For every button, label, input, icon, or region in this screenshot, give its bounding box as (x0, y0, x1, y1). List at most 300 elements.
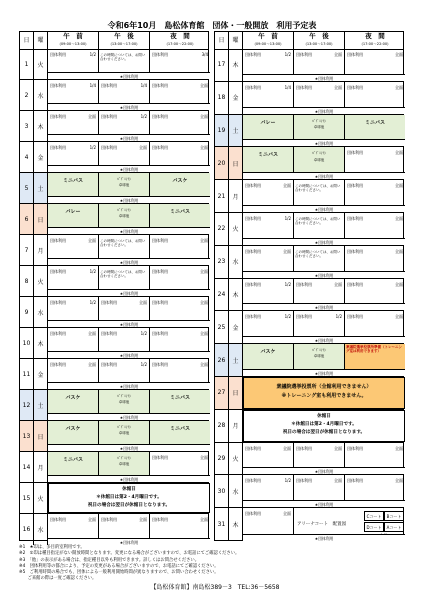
cell-takkyu: 卓球他 (118, 400, 130, 405)
star-icon: ★ (314, 469, 319, 475)
cell-fraction: 1/2 (284, 281, 291, 287)
election-line2: ※トレーニング室も利用できません。 (281, 393, 367, 399)
star-icon: ★ (119, 415, 124, 420)
table-row (215, 82, 403, 115)
day-number: 12 (20, 390, 34, 420)
strip-label: 団体利用 (318, 206, 334, 212)
cell-group-use: 団体利用 (152, 331, 168, 336)
cell-fraction: 全面 (395, 52, 403, 57)
multipurpose-strip (243, 271, 405, 278)
header-morning-time: (09:00～13:00) (59, 42, 87, 46)
cell-group-use: 団体利用 (245, 511, 261, 517)
cell-fraction: 全面 (334, 52, 342, 57)
cell-fraction: 1/4 (89, 83, 96, 88)
header-morning-label: 午 前 (258, 32, 278, 40)
day-number: 29 (215, 443, 229, 475)
cell-group-use: 団体利用 (347, 52, 363, 57)
cell-fraction: 全面 (395, 150, 403, 156)
day-number: 26 (215, 344, 229, 376)
star-icon: ★ (119, 291, 124, 296)
cell-fraction: 1/2 (284, 478, 291, 484)
strip-label: 団体利用 (318, 370, 334, 376)
cell-fraction: 全面 (139, 145, 147, 150)
cell-fraction: 1/2 (284, 52, 291, 57)
table-row (20, 235, 208, 266)
cell-fraction: 全面 (88, 114, 96, 119)
header-weekday-label: 曜 (232, 37, 239, 44)
cell-group-use: 団体利用 (347, 248, 363, 254)
cell-takkyu: 卓球他 (118, 214, 130, 219)
header-night-label: 夜 間 (170, 32, 190, 40)
cell-group-use: 団体利用 (245, 216, 261, 221)
day-number: 19 (215, 115, 229, 147)
note-line: ※4 団体利用等の都合により、予定の変更がある場合がございますので、お電話にてご確認ください。 (19, 563, 219, 569)
day-number: 1 (20, 49, 34, 79)
strip-label: 団体利用 (123, 136, 139, 141)
cell-fraction: 全面 (200, 269, 208, 274)
weekday: 金 (229, 311, 243, 343)
cell-group-use: 団体利用 (245, 52, 261, 57)
table-row (215, 213, 403, 246)
cell-fraction: 1/2 (89, 145, 96, 150)
weekday: 木 (229, 49, 243, 81)
cell-inquire-note: この時間については、お問い合わせください。 (295, 184, 341, 193)
multipurpose-strip (48, 351, 210, 358)
weekday: 土 (34, 390, 48, 420)
schedule-table-left (19, 31, 209, 545)
strip-label: 団体利用 (318, 141, 334, 147)
cell-group-use: 団体利用 (152, 362, 168, 367)
cell-group-use: 団体利用 (347, 314, 363, 320)
cell-group-use: 団体利用 (50, 331, 66, 336)
cell-group-use: 団体利用 (50, 269, 66, 274)
strip-label: 団体利用 (123, 260, 139, 265)
multipurpose-strip (243, 303, 405, 310)
weekday: 木 (229, 508, 243, 541)
cell-fraction: 全面 (139, 300, 147, 305)
closed-day-notice (243, 410, 405, 442)
weekday: 火 (34, 483, 48, 513)
table-row (20, 514, 208, 545)
cell-badminton: ﾊﾞﾄﾞﾐﾝﾄﾝ (117, 425, 131, 429)
star-icon: ★ (314, 206, 319, 212)
cell-group-use: 団体利用 (101, 145, 117, 150)
weekday: 火 (229, 213, 243, 245)
cell-inquire-note: この時間については、お問い合わせください。 (295, 217, 341, 226)
cell-group-use: 団体利用 (152, 455, 168, 460)
strip-label: 団体利用 (123, 291, 139, 296)
day-number: 5 (20, 173, 34, 203)
cell-fraction: 全面 (88, 238, 96, 243)
weekday: 日 (34, 421, 48, 451)
day-number: 2 (20, 80, 34, 110)
cell-fraction: 全面 (334, 445, 342, 451)
multipurpose-strip (48, 289, 210, 296)
cell-group-use: 団体利用 (296, 52, 312, 57)
table-row (215, 344, 403, 377)
cell-fraction: 全面 (395, 216, 403, 221)
day-number: 21 (215, 180, 229, 212)
strip-label: 団体利用 (318, 108, 334, 114)
day-number: 13 (20, 421, 34, 451)
cell-fraction: 全面 (395, 445, 403, 451)
cell-takkyu: 卓球他 (313, 124, 325, 129)
cell-sport-minibasu: ミニバス (364, 119, 385, 126)
table-row (20, 111, 208, 142)
cell-fraction: 全面 (283, 511, 291, 517)
cell-sport-minibasu: ミニバス (169, 426, 190, 432)
star-icon: ★ (119, 322, 124, 327)
cell-fraction: 全面 (334, 478, 342, 484)
table-row (20, 142, 208, 173)
election-line1: 衆議院選挙投票所（全館利用できません） (276, 384, 372, 390)
day-number: 11 (20, 359, 34, 389)
cell-group-use: 団体利用 (152, 145, 168, 150)
header-night (345, 32, 405, 49)
cell-fraction: 全面 (395, 183, 403, 189)
cell-group-use: 団体利用 (245, 478, 261, 484)
strip-label: 団体利用 (123, 105, 139, 110)
cell-group-use: 団体利用 (245, 281, 261, 287)
cell-fraction: 全面 (334, 84, 342, 90)
header-day-label: 日 (23, 37, 30, 44)
cell-group-use: 団体利用 (50, 362, 66, 367)
cell-group-use: 団体利用 (152, 114, 168, 119)
cell-group-use: 団体利用 (50, 238, 66, 243)
star-icon: ★ (314, 338, 319, 344)
cell-fraction: 全面 (200, 238, 208, 243)
cell-fraction: 全面 (88, 331, 96, 336)
multipurpose-strip (48, 103, 210, 110)
star-icon: ★ (314, 108, 319, 114)
cell-sport-minibasu: ミニバス (257, 152, 278, 159)
weekday: 金 (34, 359, 48, 389)
header-weekday-label: 曜 (37, 37, 44, 44)
day-number: 8 (20, 266, 34, 296)
weekday: 木 (34, 328, 48, 358)
multipurpose-strip (243, 238, 405, 245)
header-morning (48, 32, 99, 49)
star-icon: ★ (119, 167, 124, 172)
table-row (20, 49, 208, 80)
cell-fraction: 全面 (200, 455, 208, 460)
star-icon: ★ (119, 384, 124, 389)
cell-group-use: 団体利用 (152, 269, 168, 274)
strip-label: 団体利用 (318, 502, 334, 508)
weekday: 月 (229, 180, 243, 212)
page-title: 令和6年10月 島松体育館 団体・一般開放 利用予定表 (107, 21, 317, 30)
star-icon: ★ (314, 141, 319, 147)
header-afternoon (99, 32, 150, 49)
strip-label: 団体利用 (123, 384, 139, 389)
cell-group-use: 団体利用 (152, 83, 168, 88)
day-number: 15 (20, 483, 34, 513)
header-day (215, 32, 229, 49)
cell-sport-volley: バレー (65, 209, 81, 215)
multipurpose-strip (243, 336, 405, 343)
cell-fraction: 1/2 (89, 52, 96, 57)
header-afternoon-label: 午 後 (309, 32, 329, 40)
cell-sport-volley: バレー (260, 119, 276, 126)
table-row (20, 483, 208, 514)
cell-group-use: 団体利用 (296, 281, 312, 287)
cell-group-use: 団体利用 (347, 84, 363, 90)
star-icon: ★ (314, 502, 319, 508)
arena-label: アリーナコート 配置図 (297, 522, 347, 528)
cell-fraction: 全面 (283, 248, 291, 254)
day-number: 6 (20, 204, 34, 234)
star-icon: ★ (119, 446, 124, 451)
star-icon: ★ (119, 136, 124, 141)
cell-fraction: 1/2 (140, 362, 147, 367)
multipurpose-strip (48, 475, 210, 482)
strip-label: 団体利用 (318, 174, 334, 180)
table-header (20, 32, 208, 50)
cell-group-use: 団体利用 (347, 478, 363, 484)
multipurpose-strip (243, 107, 405, 114)
cell-group-use: 団体利用 (152, 517, 168, 522)
table-header (215, 32, 403, 50)
cell-fraction: 全面 (395, 478, 403, 484)
note-line: ※5 ご利用時間の場合でも、団体による一般利用開始時間が異なりますので、お問い合わせください。 (19, 570, 219, 576)
strip-label: 団体利用 (318, 338, 334, 344)
cell-group-use: 団体利用 (296, 314, 312, 320)
multipurpose-strip (243, 467, 405, 474)
election-prep-note: 衆議院選挙投票所準備（トレーニング室は利用できます） (346, 345, 402, 354)
cell-fraction: 全面 (200, 362, 208, 367)
cell-group-use: 団体利用 (152, 238, 168, 243)
cell-takkyu: 卓球他 (118, 462, 130, 467)
header-afternoon-label: 午 後 (114, 32, 134, 40)
weekday: 日 (229, 377, 243, 409)
strip-label: 団体利用 (123, 477, 139, 482)
weekday: 月 (34, 452, 48, 482)
weekday: 土 (34, 173, 48, 203)
header-day-label: 日 (218, 37, 225, 44)
cell-sport-basuke: バスケ (172, 178, 188, 184)
cell-fraction: 全面 (283, 445, 291, 451)
cell-group-use: 団体利用 (50, 300, 66, 305)
table-row (215, 475, 403, 508)
multipurpose-strip (48, 382, 210, 389)
cell-fraction: 1/4 (284, 84, 291, 90)
header-afternoon-time: (13:00～17:00) (110, 42, 138, 46)
weekday: 日 (229, 147, 243, 179)
day-number: 24 (215, 279, 229, 311)
star-icon: ★ (314, 535, 319, 541)
weekday: 火 (34, 49, 48, 79)
weekday: 日 (34, 204, 48, 234)
weekday: 火 (34, 266, 48, 296)
cell-sport-minibasu: ミニバス (62, 178, 83, 184)
cell-group-use: 団体利用 (245, 314, 261, 320)
strip-label: 団体利用 (123, 446, 139, 451)
header-weekday (229, 32, 243, 49)
cell-inquire-note: この時間については、お問い合わせください。 (100, 270, 146, 279)
header-night-time: (17:00～22:00) (361, 42, 389, 46)
table-row (20, 297, 208, 328)
cell-fraction: 全面 (395, 84, 403, 90)
cell-fraction: 全面 (334, 281, 342, 287)
day-number: 25 (215, 311, 229, 343)
closed-line2: 祝日の場合は翌日が休館日となります。 (87, 503, 171, 508)
cell-fraction: 全面 (395, 281, 403, 287)
strip-label: 団体利用 (318, 469, 334, 475)
footer-address: 【島松体育館】南島松389－3 TEL:36－5658 (150, 584, 280, 591)
star-icon: ★ (314, 174, 319, 180)
table-row (215, 180, 403, 213)
cell-fraction: 全面 (395, 248, 403, 254)
cell-group-use: 団体利用 (101, 114, 117, 119)
strip-label: 団体利用 (318, 239, 334, 245)
star-icon: ★ (119, 105, 124, 110)
cell-group-use: 団体利用 (347, 216, 363, 221)
weekday: 月 (229, 410, 243, 442)
cell-group-use: 団体利用 (101, 331, 117, 336)
day-number: 9 (20, 297, 34, 327)
closed-line1: ＊休館日は第2・4月曜日です。 (96, 495, 162, 500)
cell-fraction: 1/2 (89, 269, 96, 274)
cell-badminton: ﾊﾞﾄﾞﾐﾝﾄﾝ (312, 151, 326, 156)
table-row (215, 377, 403, 410)
cell-fraction: 3/4 (201, 52, 208, 57)
multipurpose-strip (48, 165, 210, 172)
cell-group-use: 団体利用 (245, 445, 261, 451)
star-icon: ★ (314, 239, 319, 245)
cell-group-use: 団体利用 (50, 83, 66, 88)
note-line: ご来館の際は一度ご確認ください。 (19, 576, 97, 582)
cell-fraction: 全面 (139, 517, 147, 522)
star-icon: ★ (119, 353, 124, 358)
closed-line1: ＊休館日は第2・4月曜日です。 (291, 421, 357, 427)
star-icon: ★ (119, 229, 124, 234)
table-row (20, 452, 208, 483)
weekday: 水 (34, 80, 48, 110)
table-row (20, 359, 208, 390)
cell-group-use: 団体利用 (101, 362, 117, 367)
note-line: ※2 ①印は種目指定がない開放時間となります。変更になる場合がございますので、お電話にてご確認ください。 (19, 551, 240, 557)
strip-label: 団体利用 (123, 415, 139, 420)
closed-day-notice (48, 483, 210, 513)
header-night-label: 夜 間 (365, 32, 385, 40)
table-row (20, 266, 208, 297)
cell-group-use: 団体利用 (347, 281, 363, 287)
strip-label: 団体利用 (318, 535, 334, 541)
cell-fraction: 全面 (200, 331, 208, 336)
weekday: 水 (34, 297, 48, 327)
cell-badminton: ﾊﾞﾄﾞﾐﾝﾄﾝ (117, 456, 131, 460)
cell-sport-minibasu: ミニバス (62, 457, 83, 463)
multipurpose-strip (48, 320, 210, 327)
weekday: 火 (229, 443, 243, 475)
cell-group-use: 団体利用 (101, 300, 117, 305)
cell-group-use: 団体利用 (152, 52, 168, 57)
header-day (20, 32, 34, 49)
weekday: 金 (229, 82, 243, 114)
table-row (215, 246, 403, 279)
cell-group-use: 団体利用 (50, 145, 66, 150)
day-number: 20 (215, 147, 229, 179)
strip-label: 団体利用 (318, 75, 334, 81)
schedule-table-right (214, 31, 404, 541)
cell-group-use: 団体利用 (101, 83, 117, 88)
table-row (215, 443, 403, 476)
strip-label: 団体利用 (123, 353, 139, 358)
cell-fraction: 1/2 (284, 314, 291, 320)
cell-fraction: 全面 (200, 517, 208, 522)
weekday: 月 (34, 235, 48, 265)
multipurpose-strip (48, 134, 210, 141)
cell-badminton: ﾊﾞﾄﾞﾐﾝﾄﾝ (117, 208, 131, 212)
cell-sport-basuke: バスケ (65, 426, 81, 432)
table-row (20, 173, 208, 204)
day-number: 30 (215, 475, 229, 507)
cell-fraction: 全面 (88, 517, 96, 522)
cell-group-use: 団体利用 (296, 84, 312, 90)
weekday: 土 (229, 344, 243, 376)
cell-fraction: 全面 (200, 114, 208, 119)
strip-label: 団体利用 (123, 74, 139, 79)
day-number: 23 (215, 246, 229, 278)
cell-group-use: 団体利用 (50, 114, 66, 119)
star-icon: ★ (314, 305, 319, 311)
day-number: 3 (20, 111, 34, 141)
cell-group-use: 団体利用 (101, 517, 117, 522)
court-a: Aコート (384, 522, 404, 532)
cell-fraction: 全面 (395, 314, 403, 320)
cell-group-use: 団体利用 (347, 445, 363, 451)
multipurpose-strip (243, 534, 405, 541)
cell-takkyu: 卓球他 (313, 157, 325, 162)
note-line: ※1 ★印は、多目的室利用です。 (19, 545, 85, 550)
star-icon: ★ (314, 272, 319, 278)
weekday: 土 (229, 115, 243, 147)
strip-label: 団体利用 (123, 540, 139, 545)
day-number: 10 (20, 328, 34, 358)
multipurpose-strip (243, 172, 405, 179)
header-morning (243, 32, 294, 49)
closed-label: 休館日 (122, 487, 136, 492)
table-row (20, 328, 208, 359)
cell-fraction: 1/2 (140, 331, 147, 336)
multipurpose-strip (243, 139, 405, 146)
multipurpose-strip (48, 196, 210, 203)
weekday: 金 (34, 142, 48, 172)
day-number: 14 (20, 452, 34, 482)
table-row (215, 147, 403, 180)
cell-inquire-note: この時間については、お問い合わせください。 (295, 249, 341, 259)
table-row (20, 390, 208, 421)
star-icon: ★ (314, 370, 319, 376)
cell-fraction: 1/2 (140, 114, 147, 119)
cell-group-use: 団体利用 (245, 84, 261, 90)
cell-fraction: 全面 (200, 300, 208, 305)
note-line: ※3 「他」の表示がある場合は、指定種目以外も利用できます。詳しくはお問合せください。 (19, 557, 200, 563)
cell-inquire-note: この時間については、お問い合わせください。 (100, 239, 146, 248)
header-morning-time: (09:00～13:00) (254, 42, 282, 46)
strip-label: 団体利用 (123, 229, 139, 234)
header-night (150, 32, 210, 49)
multipurpose-strip (48, 258, 210, 265)
cell-fraction: 1/2 (89, 300, 96, 305)
weekday: 水 (34, 514, 48, 545)
strip-label: 団体利用 (318, 305, 334, 311)
multipurpose-strip (48, 444, 210, 451)
star-icon: ★ (314, 75, 319, 81)
cell-fraction: 全面 (283, 183, 291, 189)
table-row (20, 80, 208, 111)
cell-sport-basuke: バスケ (260, 349, 276, 356)
